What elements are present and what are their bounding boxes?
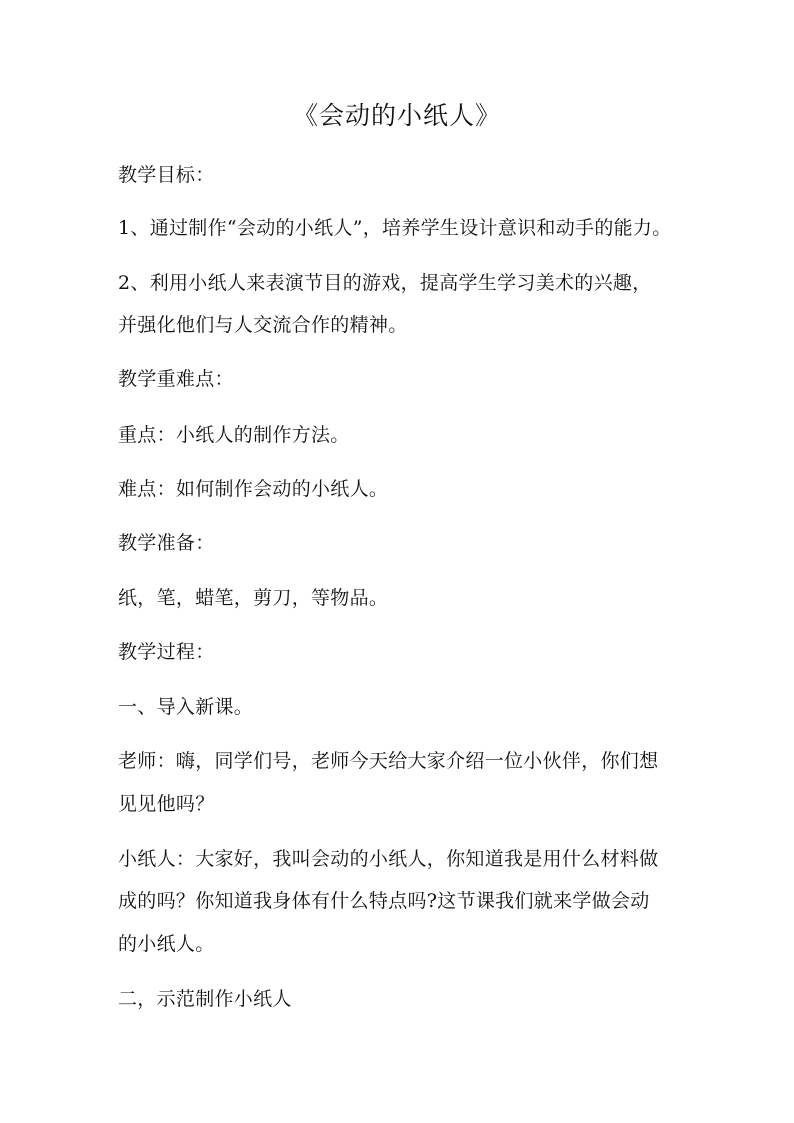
section-heading-key-points: 教学重难点： <box>118 368 234 390</box>
section-heading-process: 教学过程： <box>118 641 215 663</box>
section-heading-preparation: 教学准备： <box>118 532 215 554</box>
paper-figure-dialogue-line-1: 小纸人：大家好，我叫会动的小纸人，你知道我是用什么材料做 <box>118 848 659 870</box>
teacher-dialogue-line-1: 老师：嗨，同学们号，老师今天给大家介绍一位小伙伴，你们想 <box>118 750 659 772</box>
document-title: 《会动的小纸人》 <box>292 101 501 130</box>
teacher-dialogue-line-2: 见见他吗？ <box>118 793 215 815</box>
process-step-2-heading: 二，示范制作小纸人 <box>118 988 292 1010</box>
section-heading-objectives: 教学目标： <box>118 164 215 186</box>
objective-item-2-line-1: 2、利用小纸人来表演节目的游戏，提高学生学习美术的兴趣， <box>118 272 652 294</box>
paper-figure-dialogue-line-3: 的小纸人。 <box>118 933 215 955</box>
objective-item-2-line-2: 并强化他们与人交流合作的精神。 <box>118 314 408 336</box>
difficult-point-text: 难点：如何制作会动的小纸人。 <box>118 478 389 500</box>
paper-figure-dialogue-line-2: 成的吗？你知道我身体有什么特点吗?这节课我们就来学做会动 <box>118 890 650 912</box>
preparation-materials: 纸，笔，蜡笔，剪刀，等物品。 <box>118 587 389 609</box>
objective-item-1: 1、通过制作“会动的小纸人”，培养学生设计意识和动手的能力。 <box>118 217 672 239</box>
process-step-1-heading: 一、导入新课。 <box>118 696 254 718</box>
key-point-text: 重点：小纸人的制作方法。 <box>118 424 350 446</box>
